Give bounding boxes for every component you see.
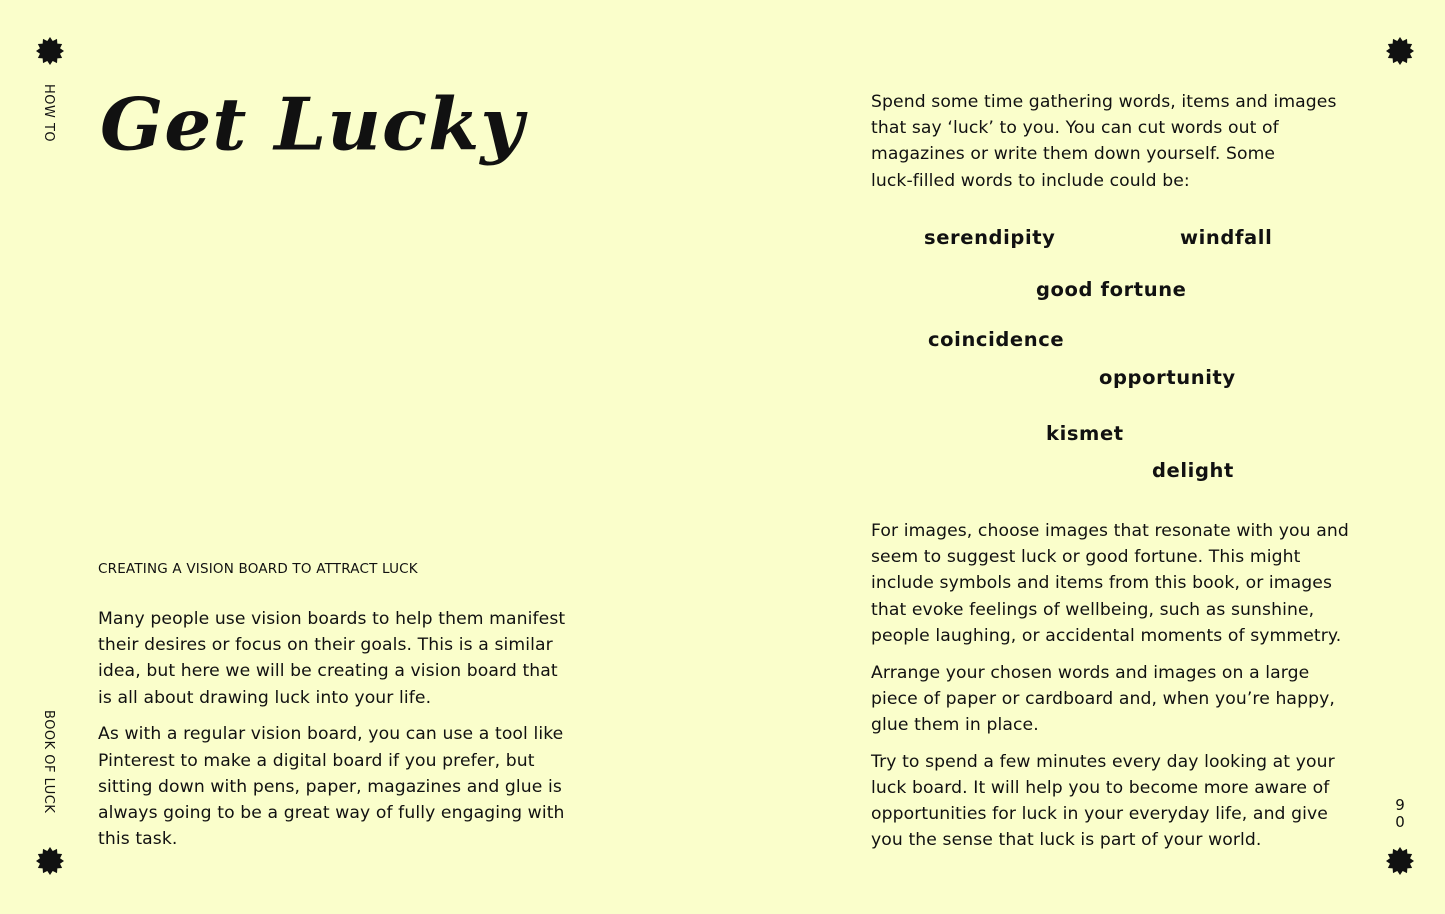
text-line: As with a regular vision board, you can use a tool like [98, 724, 564, 745]
twelve-point-star-icon [1386, 37, 1414, 65]
text-line: include symbols and items from this book, or images [871, 573, 1333, 594]
text-line: that say ‘luck’ to you. You can cut words out of [871, 118, 1279, 139]
text-line: idea, but here we will be creating a vision board that [98, 661, 558, 682]
paragraph-vision-boards-intro [98, 606, 598, 711]
running-head-book-title: BOOK OF LUCK [41, 710, 56, 814]
text-line: that evoke feelings of wellbeing, such as sunshine, [871, 599, 1315, 620]
luck-word-delight: delight [1152, 459, 1234, 482]
running-head-section: HOW TO [41, 84, 56, 143]
section-heading: CREATING A VISION BOARD TO ATTRACT LUCK [98, 561, 418, 577]
text-line: Spend some time gathering words, items and images [871, 92, 1337, 112]
text-line: glue them in place. [871, 714, 1039, 735]
star-ornament-bottom-right [1386, 847, 1414, 875]
text-line: this task. [98, 829, 178, 850]
page-number [1392, 797, 1408, 831]
star-ornament-top-right [1386, 37, 1414, 65]
text-line: luck-filled words to include could be: [871, 170, 1190, 191]
text-line: Arrange your chosen words and images on a large [871, 662, 1310, 683]
page-number-digit: 0 [1395, 813, 1405, 831]
luck-word-windfall: windfall [1180, 226, 1273, 249]
twelve-point-star-icon [1386, 847, 1414, 875]
text-line: seem to suggest luck or good fortune. This might [871, 547, 1301, 568]
luck-word-good-fortune: good fortune [1036, 278, 1187, 301]
twelve-point-star-icon [36, 847, 64, 875]
paragraph-arrange-board [871, 660, 1371, 739]
luck-word-kismet: kismet [1046, 422, 1124, 445]
luck-word-serendipity: serendipity [924, 226, 1056, 249]
text-line: Pinterest to make a digital board if you prefer, but [98, 750, 535, 771]
text-line: For images, choose images that resonate with you and [871, 521, 1349, 541]
paragraph-choosing-images [871, 518, 1371, 649]
text-line: always going to be a great way of fully engaging with [98, 802, 565, 823]
paragraph-daily-practice [871, 749, 1371, 854]
text-line: you the sense that luck is part of your world. [871, 830, 1262, 851]
luck-word-coincidence: coincidence [928, 328, 1065, 351]
text-line: is all about drawing luck into your life. [98, 687, 432, 708]
luck-word-opportunity: opportunity [1099, 366, 1236, 389]
text-line: opportunities for luck in your everyday life, and give [871, 804, 1328, 825]
left-body-text [98, 606, 598, 852]
text-line: sitting down with pens, paper, magazines and glue is [98, 776, 562, 797]
text-line: Try to spend a few minutes every day looking at your [871, 751, 1335, 772]
right-intro-text [871, 89, 1371, 194]
twelve-point-star-icon [36, 37, 64, 65]
star-ornament-top-left [36, 37, 64, 65]
star-ornament-bottom-left [36, 847, 64, 875]
page-number-digit: 9 [1395, 796, 1405, 814]
text-line: Many people use vision boards to help them manifest [98, 609, 566, 629]
paragraph-digital-board [98, 721, 598, 852]
text-line: luck board. It will help you to become more aware of [871, 777, 1330, 798]
text-line: their desires or focus on their goals. This is a similar [98, 635, 553, 656]
text-line: magazines or write them down yourself. Some [871, 144, 1276, 165]
text-line: people laughing, or accidental moments of symmetry. [871, 625, 1342, 646]
page-title: Get Lucky [100, 82, 525, 168]
paragraph-gathering-words [871, 89, 1371, 194]
text-line: piece of paper or cardboard and, when you’re happy, [871, 688, 1335, 709]
right-body-text [871, 518, 1371, 853]
